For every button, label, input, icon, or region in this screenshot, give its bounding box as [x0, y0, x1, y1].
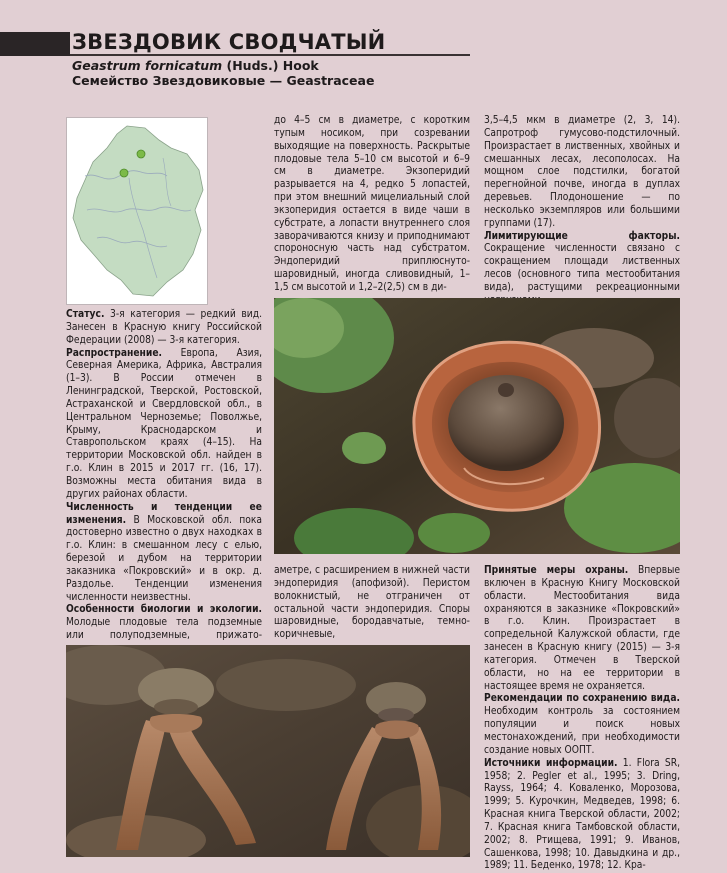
- distribution-map: [66, 117, 208, 305]
- paragraph-limiting: [484, 231, 680, 308]
- latin-name: [72, 58, 319, 73]
- paragraph-trends: [66, 502, 262, 605]
- photo-image: [274, 298, 680, 554]
- paragraph-status: [66, 309, 262, 348]
- recommendations-text: Необходим контроль за состоянием популяции и поиск новых местонахождений, при необходимости создание новых ООПТ.: [484, 706, 680, 756]
- title-rule: [70, 54, 470, 56]
- column-right-top: [484, 115, 680, 308]
- find-location-marker: [137, 150, 145, 158]
- title-bar: [0, 32, 70, 56]
- paragraph-ecology: 3,5–4,5 мкм в диаметре (2, 3, 14). Сапротроф гумусово-подстилочный. Произрастает в лиственных, хвойных и смешанных лесах, лесополосах. На мощном слое подстилки, богатой перегнойной почве, иногда в дуплах деревьев. Плодоношение — по несколько экземпляров или большими группами (17).: [484, 115, 680, 229]
- paragraph-morphology-cont: аметре, с расширением в нижней части эндоперидия (апофизой). Перистом волокнистый, не отграничен от остальной части эндоперидия. Споры шаровидные, бородавчатые, темно-коричневые,: [274, 565, 470, 641]
- biology-text: Молодые плодовые тела подземные или полуподземные, прижато-: [66, 617, 262, 642]
- photo-image: [66, 645, 470, 857]
- status-heading: Статус.: [66, 309, 105, 320]
- paragraph-distribution: [66, 348, 262, 502]
- status-text: 3-я категория — редкий вид. Занесен в Красную книгу Российской Федерации (2008) — 3-я категория.: [66, 309, 262, 346]
- find-location-marker: [120, 169, 128, 177]
- species-title: ЗВЕЗДОВИК СВОДЧАТЫЙ: [72, 30, 386, 54]
- distribution-text: Европа, Азия, Северная Америка, Африка, Австралия (1–3). В России отмечен в Ленинградской, Тверской, Ростовской, Астраханской и Свердловской обл., в Центральном Черноземье; Поволжье, Крыму, Краснодарском и Ставропольском краях (4–15). На территории Московской обл. найден в г.о. Клин в 2015 и 2017 гг. (16, 17). Возможны места обитания вида в других районах области.: [66, 347, 262, 500]
- latin-author: (Huds.) Hook: [222, 58, 319, 73]
- photo-earthstar-top-view: [274, 298, 680, 554]
- paragraph-sources: [484, 758, 680, 873]
- biology-heading: Особенности биологии и экологии.: [66, 604, 262, 616]
- trends-text: В Московской обл. пока достоверно известно о двух находках в г.о. Клин: в смешанном лесу с елью, березой и дубом на территории заказника «Покровский» и в окр. д. Раздолье. Тенденции изменения численности неизвестны.: [66, 514, 262, 603]
- latin-binomial: Geastrum fornicatum: [72, 58, 223, 73]
- limiting-heading: Лимитирующие факторы.: [484, 230, 680, 242]
- column-right-bottom: [484, 565, 680, 873]
- protection-text: Впервые включен в Красную Книгу Московской области. Местообитания вида охраняются в заказнике «Покровский» в г.о. Клин. Произрастает в сопредельной Калужской области, где занесен в Красную книгу (2015) — 3-я категория. Отмечен в Тверской области, но на ее территории в настоящее время не охраняется.: [484, 565, 680, 692]
- column-left: [66, 309, 262, 656]
- photo-earthstar-side-view: [66, 645, 470, 857]
- column-middle-bottom: [274, 565, 470, 642]
- distribution-heading: Распространение.: [66, 347, 163, 359]
- recommendations-heading: Рекомендации по сохранению вида.: [484, 693, 680, 705]
- paragraph-protection: [484, 565, 680, 693]
- column-middle-top: [274, 115, 470, 295]
- paragraph-morphology: до 4–5 см в диаметре, с коротким тупым носиком, при созревании выходящие на поверхность. Раскрытые плодовые тела 5–10 см высотой и 6–9 см в диаметре. Экзоперидий разрывается на 4, редко 5 лопастей, при этом внешний мицелиальный слой экзоперидия остается в виде чаши в субстрате, а лопасти внутреннего слоя заворачиваются книзу и приподнимают спороносную часть над субстратом. Эндоперидий приплюснуто-шаровидный, иногда сливовидный, 1–1,5 см высотой и 1,2–2(2,5) см в ди-: [274, 115, 470, 293]
- sources-text: 1. Flora SR, 1958; 2. Pegler et al., 1995; 3. Dring, Rayss, 1964; 4. Коваленко, Морозова, 1999; 5. Курочкин, Медведев, 1998; 6. Красная книга Тверской области, 2002; 7. Красная книга Тамбовской области, 2002; 8. Ртищева, 1991; 9. Иванов, Сашенкова, 1998; 10. Давыдкина и др., 1989; 11. Беденко, 1978; 12. Кра-: [484, 757, 680, 872]
- sources-heading: Источники информации.: [484, 757, 618, 769]
- moscow-region-map: [67, 118, 207, 304]
- protection-heading: Принятые меры охраны.: [484, 565, 629, 576]
- limiting-text: Сокращение численности связано с сокращением площади лиственных лесов (основного типа местообитания вида), растущими рекреационными: [484, 243, 680, 293]
- trends-heading: Численность и тенденции ее изменения.: [66, 501, 262, 526]
- family-name: Семейство Звездовиковые — Geastraceae: [72, 73, 375, 88]
- paragraph-recommendations: [484, 693, 680, 757]
